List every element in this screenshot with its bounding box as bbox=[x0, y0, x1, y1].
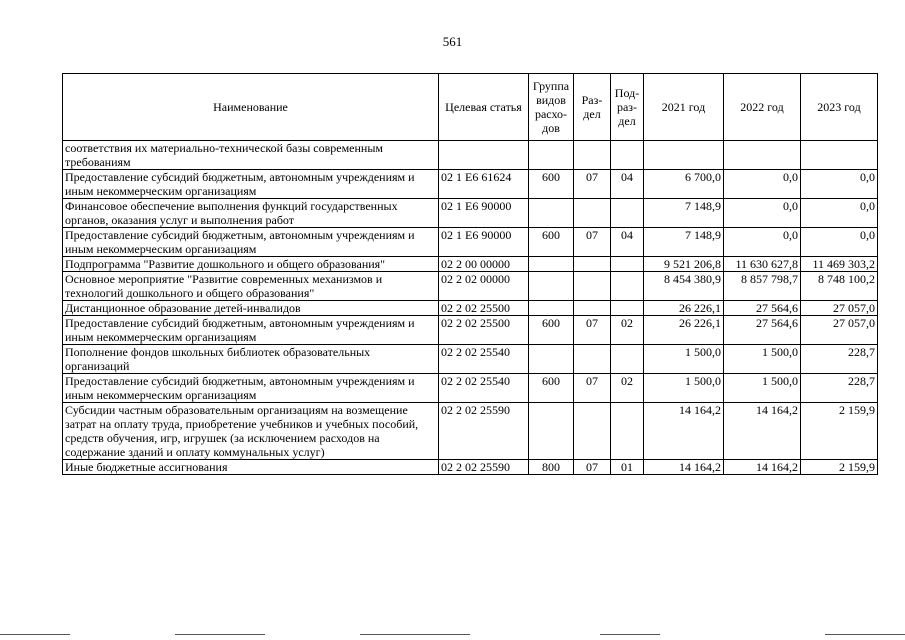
table-row bbox=[63, 460, 878, 475]
cell-section: 07 bbox=[574, 316, 611, 345]
page-number: 561 bbox=[442, 34, 463, 49]
cell-2022 bbox=[724, 141, 801, 170]
cell-subsection bbox=[611, 199, 644, 228]
cell-name: Предоставление субсидий бюджетным, автономным учреждениям и иным некоммерческим организациям bbox=[63, 316, 439, 345]
table-row bbox=[63, 199, 878, 228]
footer-rule bbox=[0, 634, 70, 635]
cell-2021: 9 521 206,8 bbox=[644, 257, 724, 272]
cell-target-article: 02 1 E6 90000 bbox=[439, 199, 529, 228]
cell-section bbox=[574, 345, 611, 374]
cell-section bbox=[574, 141, 611, 170]
cell-name: Финансовое обеспечение выполнения функций государственных органов, оказания услуг и выполнения работ bbox=[63, 199, 439, 228]
cell-name: Подпрограмма "Развитие дошкольного и общего образования" bbox=[63, 257, 439, 272]
table-header-row bbox=[63, 74, 878, 141]
cell-expense-group bbox=[529, 345, 574, 374]
cell-2021: 7 148,9 bbox=[644, 199, 724, 228]
footer-rule bbox=[825, 634, 905, 635]
cell-subsection bbox=[611, 345, 644, 374]
cell-expense-group bbox=[529, 301, 574, 316]
header-name: Наименование bbox=[63, 74, 439, 141]
cell-2023 bbox=[801, 141, 878, 170]
cell-target-article bbox=[439, 141, 529, 170]
cell-2021: 1 500,0 bbox=[644, 374, 724, 403]
cell-2023: 0,0 bbox=[801, 228, 878, 257]
cell-target-article: 02 2 02 25500 bbox=[439, 301, 529, 316]
footer-rule bbox=[600, 634, 660, 635]
cell-2023: 27 057,0 bbox=[801, 301, 878, 316]
cell-name: Пополнение фондов школьных библиотек образовательных организаций bbox=[63, 345, 439, 374]
cell-2021: 6 700,0 bbox=[644, 170, 724, 199]
cell-2021: 26 226,1 bbox=[644, 301, 724, 316]
footer-rule bbox=[360, 634, 470, 635]
cell-2022: 1 500,0 bbox=[724, 374, 801, 403]
table-row bbox=[63, 316, 878, 345]
cell-name: Предоставление субсидий бюджетным, автономным учреждениям и иным некоммерческим организациям bbox=[63, 170, 439, 199]
cell-target-article: 02 2 00 00000 bbox=[439, 257, 529, 272]
cell-expense-group: 600 bbox=[529, 374, 574, 403]
cell-target-article: 02 1 E6 90000 bbox=[439, 228, 529, 257]
cell-target-article: 02 2 02 25540 bbox=[439, 345, 529, 374]
cell-2022: 8 857 798,7 bbox=[724, 272, 801, 301]
cell-2023: 2 159,9 bbox=[801, 460, 878, 475]
cell-section bbox=[574, 272, 611, 301]
cell-section: 07 bbox=[574, 228, 611, 257]
cell-2022: 27 564,6 bbox=[724, 316, 801, 345]
cell-subsection bbox=[611, 301, 644, 316]
cell-expense-group bbox=[529, 272, 574, 301]
table-row bbox=[63, 170, 878, 199]
cell-section: 07 bbox=[574, 374, 611, 403]
cell-2023: 11 469 303,2 bbox=[801, 257, 878, 272]
cell-expense-group: 600 bbox=[529, 228, 574, 257]
cell-expense-group: 600 bbox=[529, 316, 574, 345]
cell-2023: 228,7 bbox=[801, 345, 878, 374]
cell-2022: 0,0 bbox=[724, 170, 801, 199]
header-section: Раз-дел bbox=[574, 74, 611, 141]
cell-2021: 14 164,2 bbox=[644, 403, 724, 460]
cell-2021: 1 500,0 bbox=[644, 345, 724, 374]
cell-subsection bbox=[611, 141, 644, 170]
cell-section bbox=[574, 199, 611, 228]
cell-2022: 14 164,2 bbox=[724, 403, 801, 460]
cell-expense-group bbox=[529, 141, 574, 170]
cell-name: Дистанционное образование детей-инвалидов bbox=[63, 301, 439, 316]
cell-expense-group: 800 bbox=[529, 460, 574, 475]
cell-target-article: 02 2 02 25540 bbox=[439, 374, 529, 403]
cell-name: соответствия их материально-технической базы современным требованиям bbox=[63, 141, 439, 170]
cell-2022: 14 164,2 bbox=[724, 460, 801, 475]
cell-2022: 27 564,6 bbox=[724, 301, 801, 316]
cell-2021: 26 226,1 bbox=[644, 316, 724, 345]
cell-2022: 0,0 bbox=[724, 199, 801, 228]
table-row bbox=[63, 257, 878, 272]
footer-rule bbox=[175, 634, 265, 635]
cell-section bbox=[574, 257, 611, 272]
header-2023: 2023 год bbox=[801, 74, 878, 141]
table-row bbox=[63, 403, 878, 460]
table-row bbox=[63, 301, 878, 316]
cell-subsection: 04 bbox=[611, 170, 644, 199]
cell-name: Предоставление субсидий бюджетным, автономным учреждениям и иным некоммерческим организациям bbox=[63, 374, 439, 403]
header-2021: 2021 год bbox=[644, 74, 724, 141]
cell-2021: 8 454 380,9 bbox=[644, 272, 724, 301]
cell-subsection: 02 bbox=[611, 316, 644, 345]
table-row bbox=[63, 272, 878, 301]
cell-subsection bbox=[611, 257, 644, 272]
cell-section: 07 bbox=[574, 170, 611, 199]
cell-name: Основное мероприятие "Развитие современных механизмов и технологий дошкольного и общего образования" bbox=[63, 272, 439, 301]
cell-2023: 8 748 100,2 bbox=[801, 272, 878, 301]
cell-2021: 7 148,9 bbox=[644, 228, 724, 257]
cell-2022: 11 630 627,8 bbox=[724, 257, 801, 272]
cell-subsection: 04 bbox=[611, 228, 644, 257]
cell-name: Иные бюджетные ассигнования bbox=[63, 460, 439, 475]
cell-expense-group: 600 bbox=[529, 170, 574, 199]
cell-2023: 228,7 bbox=[801, 374, 878, 403]
budget-table bbox=[62, 73, 878, 475]
cell-target-article: 02 2 02 25500 bbox=[439, 316, 529, 345]
header-2022: 2022 год bbox=[724, 74, 801, 141]
cell-target-article: 02 1 E6 61624 bbox=[439, 170, 529, 199]
table-row bbox=[63, 345, 878, 374]
cell-target-article: 02 2 02 25590 bbox=[439, 403, 529, 460]
header-expense-group: Группа видов расхо-дов bbox=[529, 74, 574, 141]
cell-subsection bbox=[611, 272, 644, 301]
header-subsection: Под-раз-дел bbox=[611, 74, 644, 141]
table-row bbox=[63, 374, 878, 403]
cell-2023: 0,0 bbox=[801, 170, 878, 199]
cell-name: Субсидии частным образовательным организациям на возмещение затрат на оплату труда, приобретение учебников и учебных пособий, средств обучения, игр, игрушек (за исключением расходов на содержание зданий и оплату коммунальных услуг) bbox=[63, 403, 439, 460]
cell-target-article: 02 2 02 00000 bbox=[439, 272, 529, 301]
cell-2023: 27 057,0 bbox=[801, 316, 878, 345]
cell-2022: 1 500,0 bbox=[724, 345, 801, 374]
cell-expense-group bbox=[529, 257, 574, 272]
cell-2021: 14 164,2 bbox=[644, 460, 724, 475]
cell-2023: 2 159,9 bbox=[801, 403, 878, 460]
cell-2021 bbox=[644, 141, 724, 170]
cell-section bbox=[574, 301, 611, 316]
cell-section bbox=[574, 403, 611, 460]
cell-2022: 0,0 bbox=[724, 228, 801, 257]
cell-subsection: 01 bbox=[611, 460, 644, 475]
cell-target-article: 02 2 02 25590 bbox=[439, 460, 529, 475]
table-row bbox=[63, 141, 878, 170]
table-row bbox=[63, 228, 878, 257]
header-target-article: Целевая статья bbox=[439, 74, 529, 141]
cell-name: Предоставление субсидий бюджетным, автономным учреждениям и иным некоммерческим организациям bbox=[63, 228, 439, 257]
cell-subsection: 02 bbox=[611, 374, 644, 403]
cell-subsection bbox=[611, 403, 644, 460]
cell-section: 07 bbox=[574, 460, 611, 475]
cell-expense-group bbox=[529, 403, 574, 460]
cell-expense-group bbox=[529, 199, 574, 228]
cell-2023: 0,0 bbox=[801, 199, 878, 228]
